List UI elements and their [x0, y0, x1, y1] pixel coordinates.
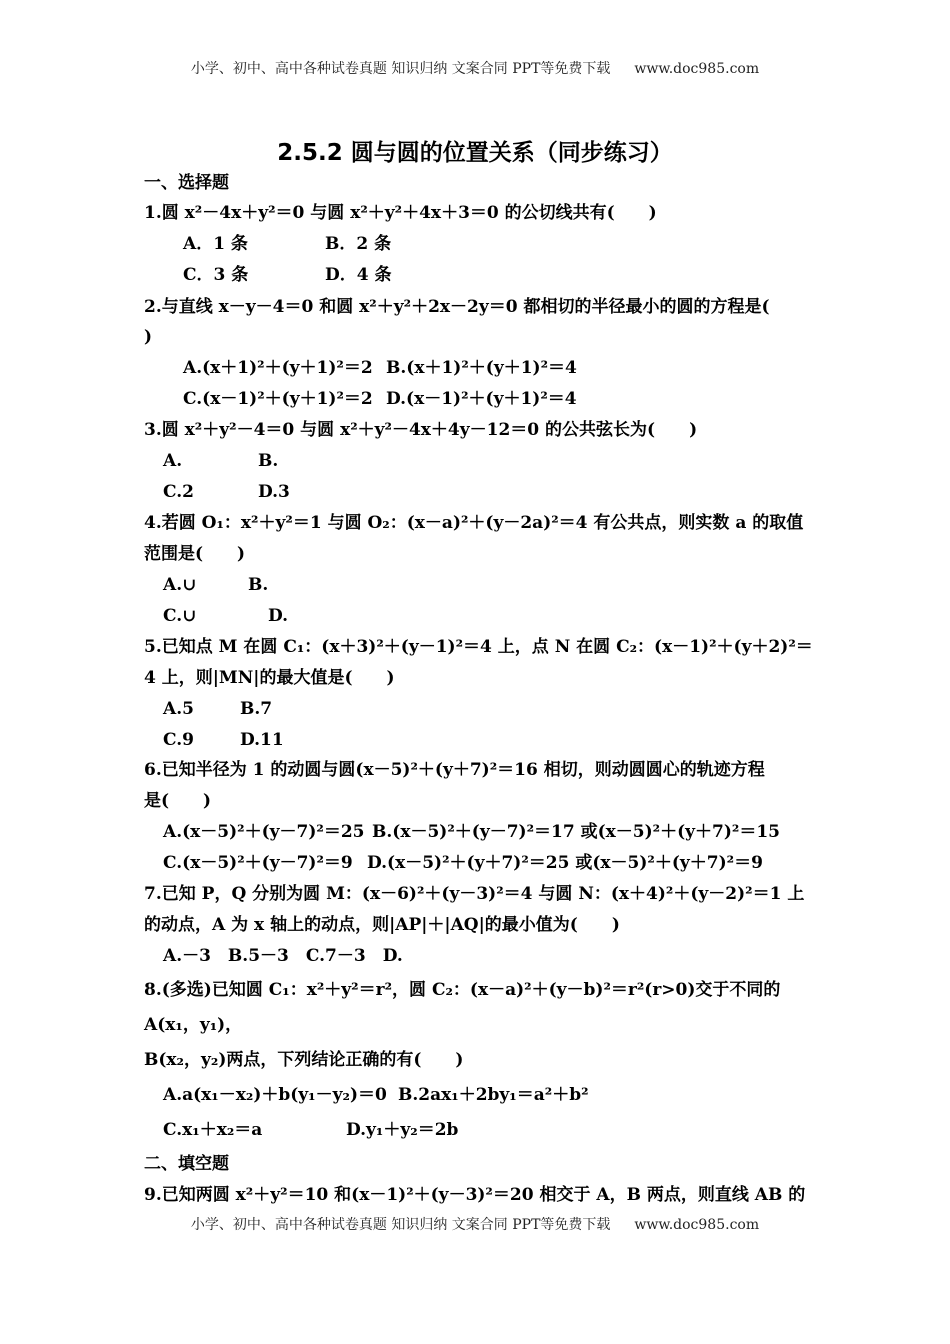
q6-stem-line2: 是( ) — [144, 791, 212, 811]
q5-option-d: D.11 — [240, 730, 284, 750]
q6-option-d: D.(x－5)²＋(y＋7)²＝25 或(x－5)²＋(y＋7)²＝9 — [367, 853, 763, 873]
q4-stem-line2: 范围是( ) — [144, 544, 246, 564]
header-url[interactable]: www.doc985.com — [634, 61, 760, 77]
q3-option-b: B. — [258, 451, 279, 471]
page-footer — [0, 1214, 950, 1234]
q4-option-d: D. — [268, 606, 289, 626]
q7-options: A.－3 B.5－3 C.7－3 D. — [163, 946, 403, 966]
q4-option-c: C.∪ — [163, 606, 197, 626]
q3-stem: 3.圆 x²＋y²－4＝0 与圆 x²＋y²－4x＋4y－12＝0 的公共弦长为( ) — [144, 420, 698, 440]
section-choice-heading: 一、选择题 — [144, 173, 229, 193]
q4-option-a: A.∪ — [163, 575, 197, 595]
q1-option-a: A．1 条 — [183, 234, 248, 254]
q8-option-a: A.a(x₁－x₂)＋b(y₁－y₂)＝0 — [163, 1085, 387, 1105]
q2-option-d: D.(x－1)²＋(y＋1)²＝4 — [386, 389, 577, 409]
q4-stem-line1: 4.若圆 O₁：x²＋y²＝1 与圆 O₂：(x－a)²＋(y－2a)²＝4 有公共点，则实数 a 的取值 — [144, 513, 804, 533]
q7-stem-line1: 7.已知 P，Q 分别为圆 M：(x－6)²＋(y－3)²＝4 与圆 N：(x＋4)²＋(y－2)²＝1 上 — [144, 884, 805, 904]
q6-option-a: A.(x－5)²＋(y－7)²＝25 — [163, 822, 365, 842]
q8-stem-line3: B(x₂，y₂)两点，下列结论正确的有( ) — [144, 1050, 464, 1070]
q3-option-c: C.2 — [163, 482, 194, 502]
q1-option-b: B．2 条 — [325, 234, 392, 254]
page-header — [0, 58, 950, 78]
q6-stem-line1: 6.已知半径为 1 的动圆与圆(x－5)²＋(y＋7)²＝16 相切，则动圆圆心的轨迹方程 — [144, 760, 765, 780]
q6-option-b: B.(x－5)²＋(y－7)²＝17 或(x－5)²＋(y＋7)²＝15 — [372, 822, 780, 842]
q2-option-c: C.(x－1)²＋(y＋1)²＝2 — [183, 389, 373, 409]
q2-stem-line2: ) — [144, 327, 153, 347]
q9-stem-line1: 9.已知两圆 x²＋y²＝10 和(x－1)²＋(y－3)²＝20 相交于 A，B 两点，则直线 AB 的 — [144, 1185, 806, 1205]
q4-option-b: B. — [248, 575, 269, 595]
q1-option-d: D．4 条 — [325, 265, 392, 285]
q2-option-a: A.(x＋1)²＋(y＋1)²＝2 — [183, 358, 373, 378]
q7-stem-line2: 的动点，A 为 x 轴上的动点，则|AP|＋|AQ|的最小值为( ) — [144, 915, 620, 935]
q5-option-a: A.5 — [163, 699, 194, 719]
q2-option-b: B.(x＋1)²＋(y＋1)²＝4 — [386, 358, 577, 378]
section-fill-heading: 二、填空题 — [144, 1154, 229, 1174]
header-text: 小学、初中、高中各种试卷真题 知识归纳 文案合同 PPT等免费下载 — [190, 61, 611, 77]
q5-stem-line1: 5.已知点 M 在圆 C₁：(x＋3)²＋(y－1)²＝4 上，点 N 在圆 C₂：(x－1)²＋(y＋2)²＝ — [144, 637, 813, 657]
q8-stem-line1: 8.(多选)已知圆 C₁：x²＋y²＝r²，圆 C₂：(x－a)²＋(y－b)²＝r²(r>0)交于不同的 — [144, 980, 781, 1000]
q8-option-d: D.y₁＋y₂＝2b — [346, 1120, 459, 1140]
q1-option-c: C．3 条 — [183, 265, 249, 285]
q5-option-c: C.9 — [163, 730, 194, 750]
q3-option-d: D.3 — [258, 482, 290, 502]
q8-option-c: C.x₁＋x₂＝a — [163, 1120, 263, 1140]
q8-stem-line2: A(x₁，y₁)， — [144, 1015, 243, 1035]
q6-option-c: C.(x－5)²＋(y－7)²＝9 — [163, 853, 353, 873]
footer-text: 小学、初中、高中各种试卷真题 知识归纳 文案合同 PPT等免费下载 — [190, 1217, 611, 1233]
q1-stem: 1.圆 x²－4x＋y²＝0 与圆 x²＋y²＋4x＋3＝0 的公切线共有( ) — [144, 203, 657, 223]
q3-option-a: A. — [163, 451, 183, 471]
q5-stem-line2: 4 上，则|MN|的最大值是( ) — [144, 668, 395, 688]
q2-stem-line1: 2.与直线 x－y－4＝0 和圆 x²＋y²＋2x－2y＝0 都相切的半径最小的圆的方程是( — [144, 297, 770, 317]
q5-option-b: B.7 — [240, 699, 273, 719]
page-title: 2.5.2 圆与圆的位置关系（同步练习） — [277, 140, 673, 166]
footer-url[interactable]: www.doc985.com — [634, 1217, 760, 1233]
q8-option-b: B.2ax₁＋2by₁＝a²＋b² — [398, 1085, 589, 1105]
